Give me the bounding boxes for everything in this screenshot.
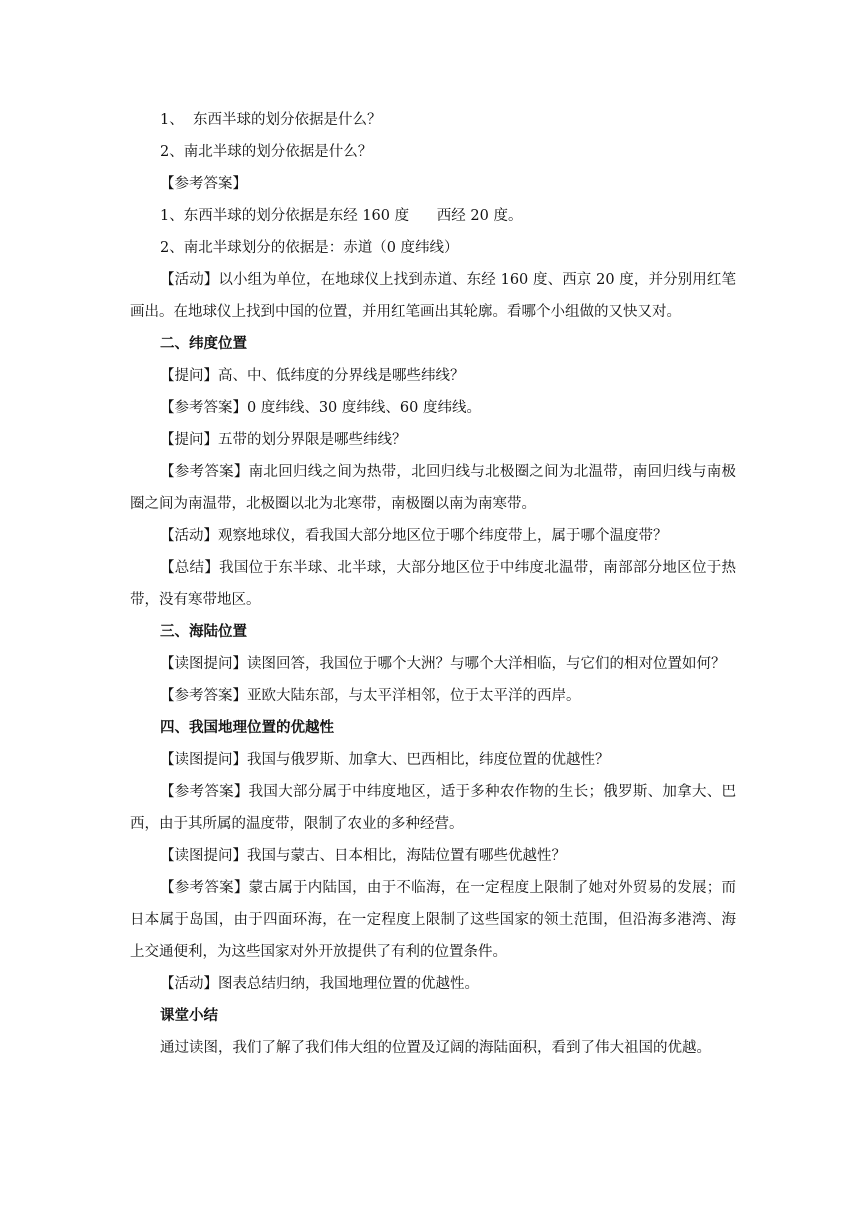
section-heading: 三、海陆位置	[160, 624, 247, 640]
paragraph: 【提问】五带的划分界限是哪些纬线？	[160, 432, 407, 448]
paragraph: 【参考答案】亚欧大陆东部，与太平洋相邻，位于太平洋的西岸。	[160, 688, 581, 704]
paragraph: 【活动】观察地球仪，看我国大部分地区位于哪个纬度带上，属于哪个温度带？	[160, 528, 668, 544]
document-body	[130, 104, 736, 1064]
paragraph: 【总结】我国位于东半球、北半球，大部分地区位于中纬度北温带，南部部分地区位于热带，没有寒带地区。	[130, 560, 736, 608]
paragraph: 【读图提问】我国与蒙古、日本相比，海陆位置有哪些优越性？	[160, 848, 566, 864]
paragraph: 【提问】高、中、低纬度的分界线是哪些纬线？	[160, 368, 465, 384]
paragraph: 1、 东西半球的划分依据是什么？	[160, 112, 382, 128]
paragraph: 【活动】以小组为单位，在地球仪上找到赤道、东经 160 度、西京 20 度，并分别用红笔画出。在地球仪上找到中国的位置，并用红笔画出其轮廓。看哪个小组做的又快又对。	[130, 272, 736, 320]
paragraph: 【参考答案】我国大部分属于中纬度地区，适于多种农作物的生长；俄罗斯、加拿大、巴西，由于其所属的温度带，限制了农业的多种经营。	[130, 784, 736, 832]
paragraph: 2、南北半球的划分依据是什么？	[160, 144, 373, 160]
section-heading: 四、我国地理位置的优越性	[160, 720, 334, 736]
paragraph: 通过读图，我们了解了我们伟大组的位置及辽阔的海陆面积，看到了伟大祖国的优越。	[160, 1040, 711, 1056]
paragraph: 【参考答案】	[160, 176, 247, 192]
section-heading: 课堂小结	[160, 1008, 218, 1024]
paragraph: 【参考答案】蒙古属于内陆国，由于不临海，在一定程度上限制了她对外贸易的发展；而日本属于岛国，由于四面环海，在一定程度上限制了这些国家的领土范围，但沿海多港湾、海上交通便利，为这些国家对外开放提供了有利的位置条件。	[130, 880, 736, 960]
section-heading: 二、纬度位置	[160, 336, 247, 352]
paragraph: 【活动】图表总结归纳，我国地理位置的优越性。	[160, 976, 479, 992]
paragraph: 【读图提问】我国与俄罗斯、加拿大、巴西相比，纬度位置的优越性？	[160, 752, 610, 768]
paragraph: 1、东西半球的划分依据是东经 160 度 西经 20 度。	[160, 208, 523, 224]
paragraph: 2、南北半球划分的依据是：赤道（0 度纬线）	[160, 240, 459, 256]
paragraph: 【读图提问】读图回答，我国位于哪个大洲？与哪个大洋相临，与它们的相对位置如何？	[160, 656, 726, 672]
paragraph: 【参考答案】0 度纬线、30 度纬线、60 度纬线。	[160, 400, 481, 416]
paragraph: 【参考答案】南北回归线之间为热带，北回归线与北极圈之间为北温带，南回归线与南极圈之间为南温带，北极圈以北为北寒带，南极圈以南为南寒带。	[130, 464, 736, 512]
